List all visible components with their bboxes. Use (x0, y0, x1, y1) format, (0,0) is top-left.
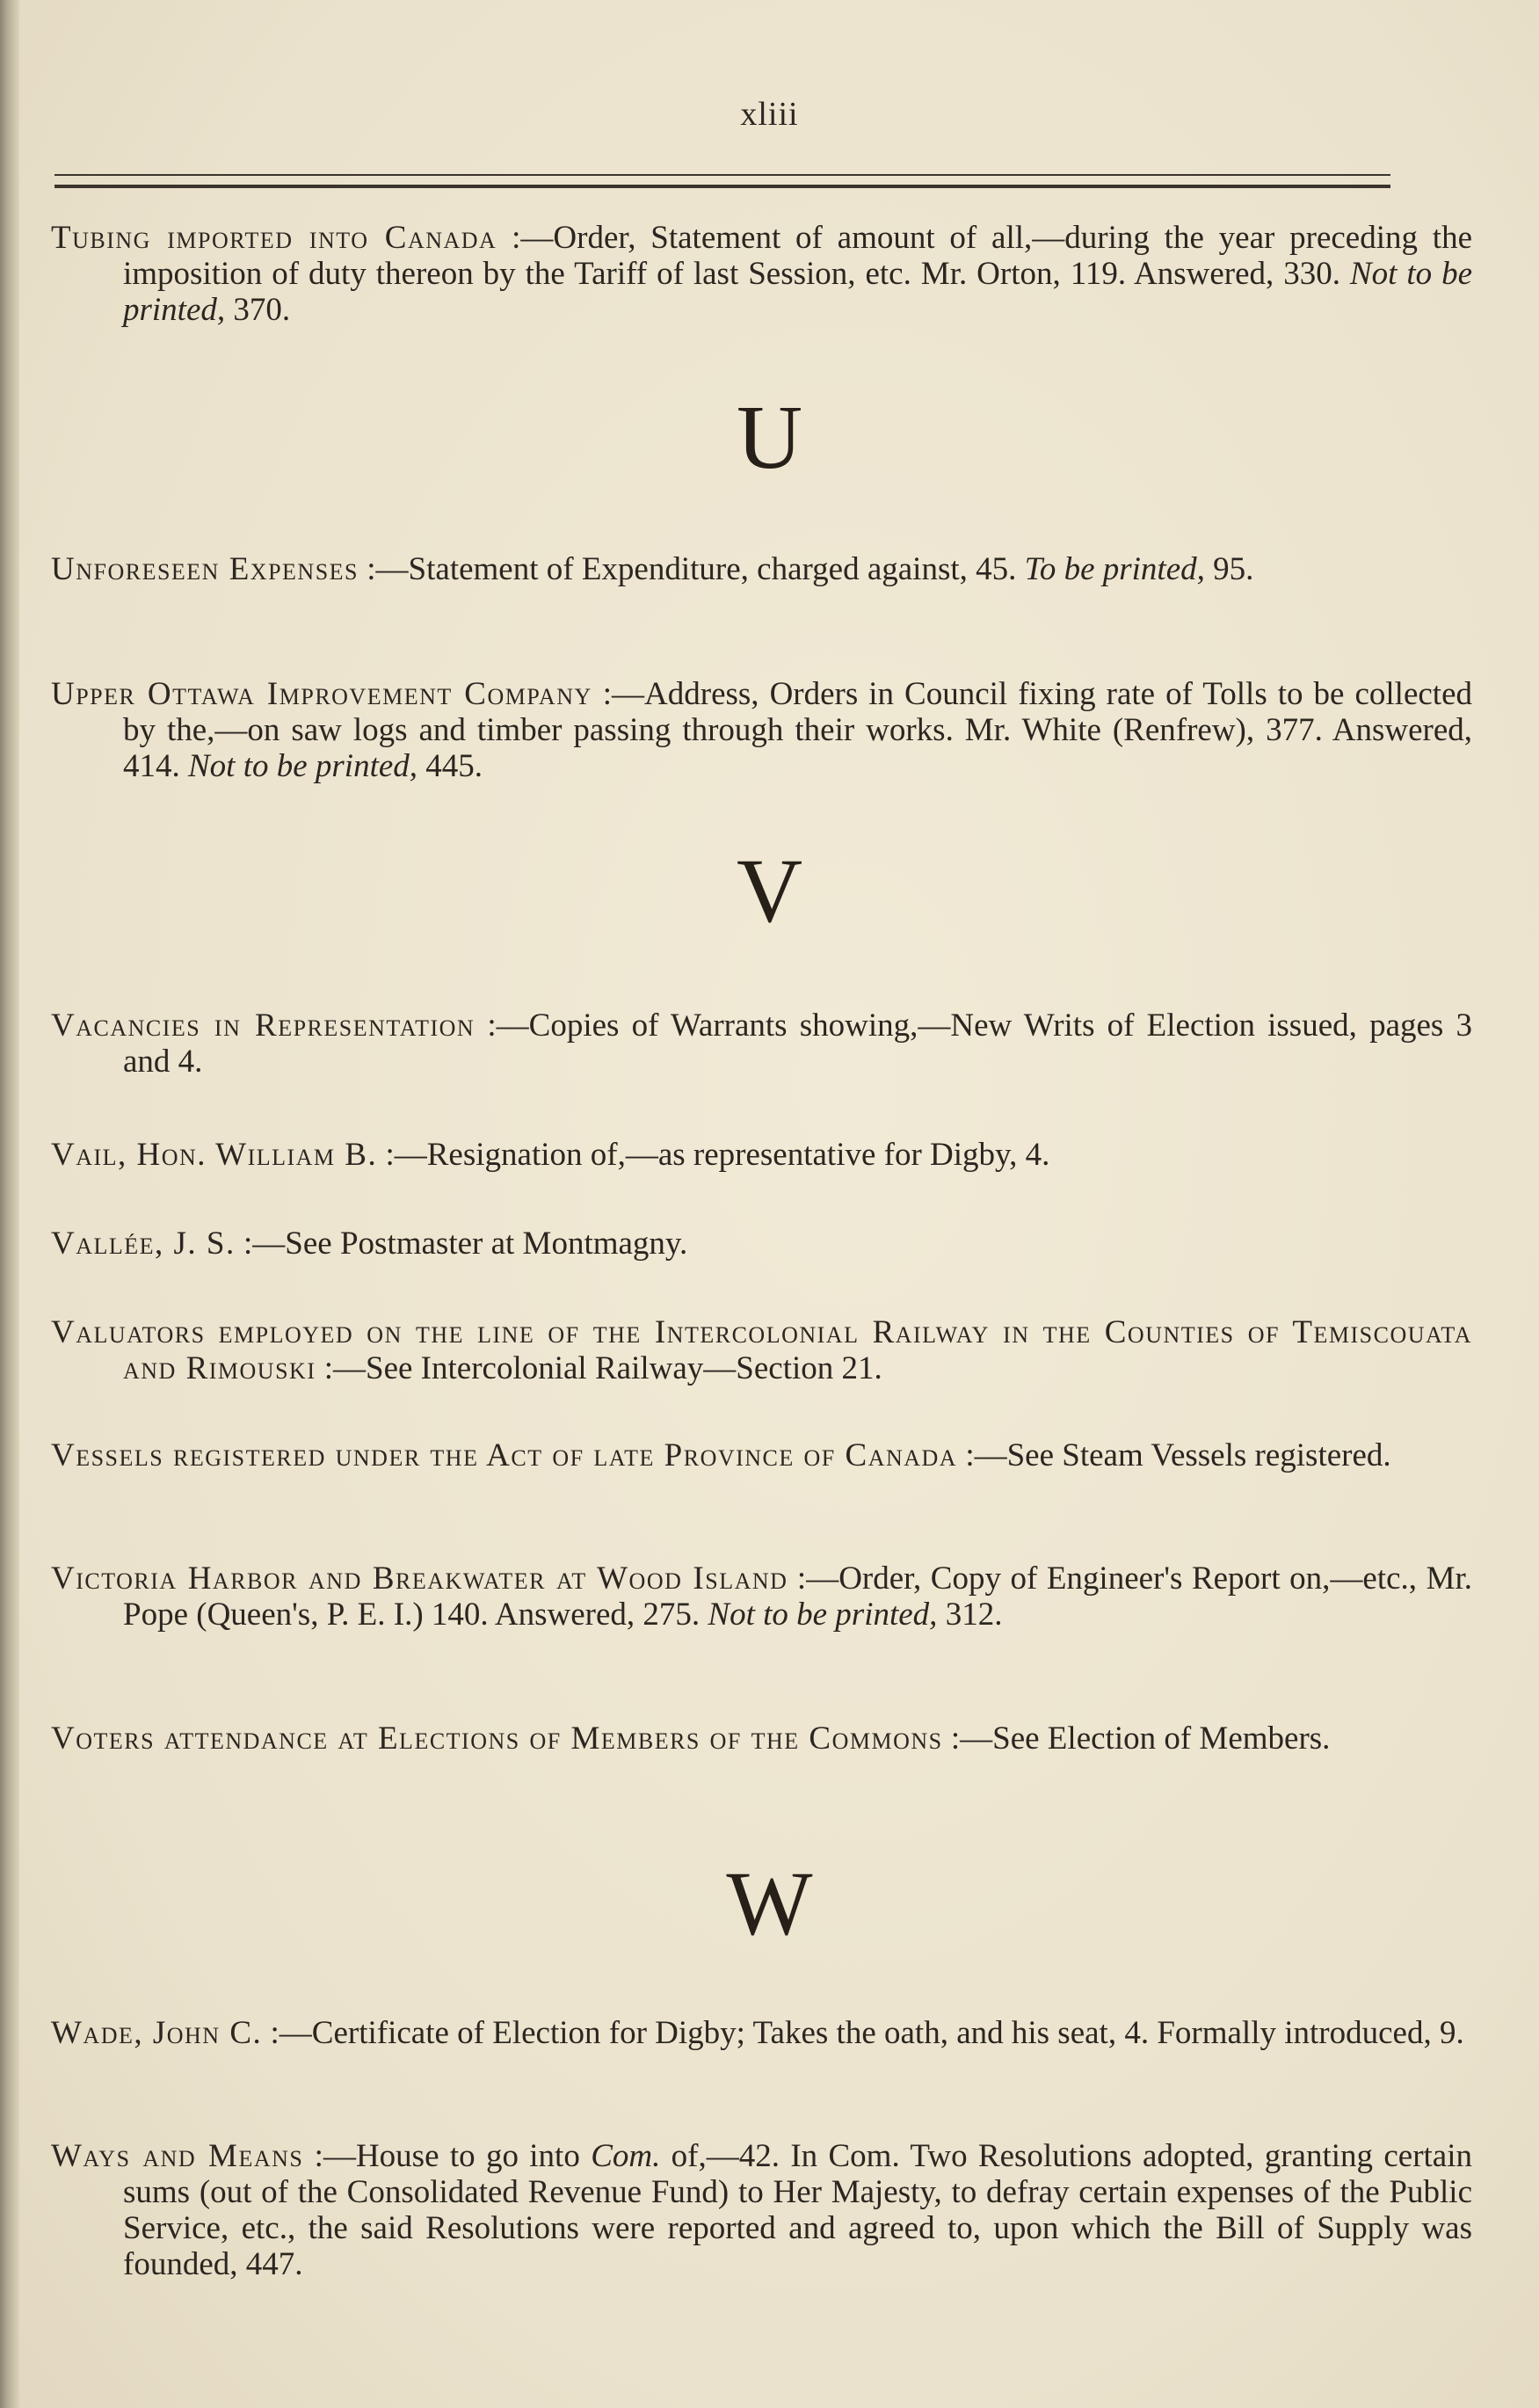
entry-text: :—Statement of Expenditure, charged against, 45. (359, 551, 1025, 587)
entry-text-end: of,—42. In Com. Two Resolutions adopted, granting certain sums (out of the Consolidated Revenue Fund) to Her Majesty, to defray certain expenses of the Public Service, etc., the said Resolutions were reported and agreed to, upon which the Bill of Supply was founded, 447. (123, 2138, 1473, 2282)
entry-heading: Unforeseen Expenses (51, 551, 359, 587)
entry-heading: Valuators employed on the line of the Intercolonial Railway in the Counties of Temiscouata and Rimouski (51, 1314, 1472, 1386)
entry-heading: Ways and Means (51, 2138, 304, 2174)
entry-heading: Upper Ottawa Improvement Company (51, 676, 592, 712)
entry-heading: Wade, John C. (51, 2015, 263, 2051)
entry-text: :—Certificate of Election for Digby; Takes the oath, and his seat, 4. Formally introduced, 9. (262, 2015, 1464, 2051)
header-rule-thick (54, 185, 1390, 188)
header-rule-thin (54, 174, 1390, 176)
entry-text: :—Copies of Warrants showing,—New Writs of Election issued, pages 3 and 4. (123, 1008, 1472, 1080)
index-entry-valuators (51, 1314, 1472, 1386)
entry-text-end: 312. (937, 1597, 1003, 1633)
entry-text: :—Order, Copy of Engineer's Report on,—etc., Mr. Pope (Queen's, P. E. I.) 140. Answered, 275. (123, 1560, 1473, 1633)
entry-italic: Not to be printed, (188, 748, 418, 784)
entry-heading: Vail, Hon. William B. (51, 1137, 378, 1173)
entry-text: :—See Postmaster at Montmagny. (235, 1226, 688, 1262)
index-entry-unforeseen-expenses (51, 551, 1472, 587)
entry-heading: Vacancies in Representation (51, 1008, 475, 1044)
entry-italic: Not to be printed, (708, 1597, 938, 1633)
page-number: xliii (740, 96, 799, 133)
entry-text-end: 445. (417, 748, 483, 784)
index-entry-vessels (51, 1437, 1472, 1473)
entry-text-end: 370. (225, 292, 291, 328)
index-entry-vail (51, 1137, 1472, 1173)
index-entry-vacancies (51, 1008, 1472, 1080)
entry-heading: Tubing imported into Canada (51, 220, 497, 256)
entry-heading: Voters attendance at Elections of Members of the Commons (51, 1721, 943, 1757)
index-entry-wade (51, 2015, 1472, 2051)
entry-heading: Vallée, J. S. (51, 1226, 236, 1262)
entry-italic: Com. (591, 2138, 661, 2174)
index-entry-voters (51, 1721, 1472, 1757)
section-letter-u: U (736, 387, 803, 488)
entry-text: :—House to go into (303, 2138, 592, 2174)
entry-heading: Vessels registered under the Act of late Province of Canada (51, 1437, 958, 1473)
index-entry-upper-ottawa (51, 676, 1472, 784)
entry-text: :—Order, Statement of amount of all,—during the year preceding the imposition of duty thereon by the Tariff of last Session, etc. Mr. Orton, 119. Answered, 330. (123, 220, 1472, 292)
index-entry-ways-and-means (51, 2138, 1472, 2282)
entry-text: :—See Steam Vessels registered. (957, 1437, 1391, 1473)
index-entry-victoria-harbor (51, 1560, 1472, 1633)
entry-text: :—See Election of Members. (942, 1721, 1331, 1757)
entry-text: :—See Intercolonial Railway—Section 21. (316, 1350, 882, 1386)
entry-text-end: 95. (1204, 551, 1254, 587)
entry-heading: Victoria Harbor and Breakwater at Wood Island (51, 1560, 788, 1597)
entry-text: :—Resignation of,—as representative for Digby, 4. (377, 1137, 1050, 1173)
section-letter-w: W (726, 1853, 813, 1954)
entry-italic: To be printed, (1024, 551, 1205, 587)
section-letter-v: V (736, 840, 803, 942)
index-entry-tubing (51, 220, 1472, 328)
entry-text: :—Address, Orders in Council fixing rate of Tolls to be collected by the,—on saw logs and timber passing through their works. Mr. White (Renfrew), 377. Answered, 414. (123, 676, 1472, 784)
entry-italic: Not to be printed, (123, 256, 1472, 328)
book-spine-shadow (0, 0, 19, 2408)
index-entry-vallee (51, 1226, 1472, 1262)
